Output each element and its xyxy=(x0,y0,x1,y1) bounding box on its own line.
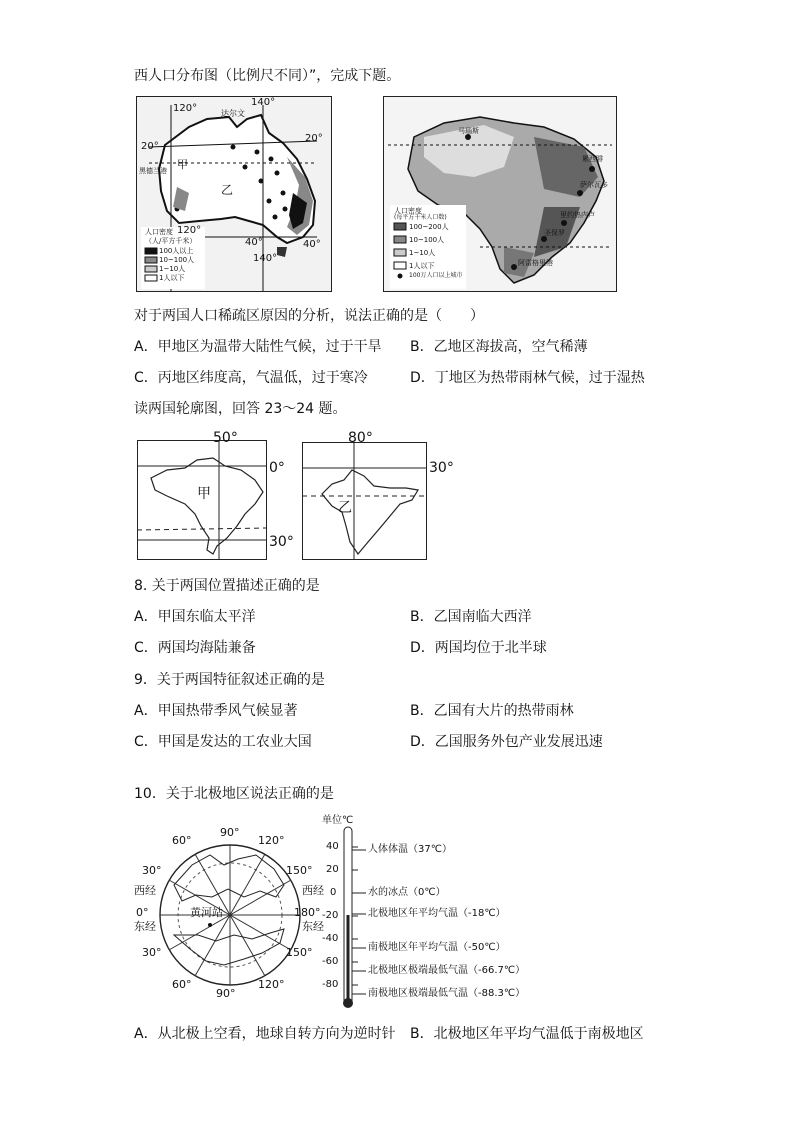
q9-option-a[interactable]: A．甲国热带季风气候显著 xyxy=(134,703,298,719)
tick-40: 40 xyxy=(326,841,339,852)
label-west-left: 西经 xyxy=(134,884,156,897)
label-region-yi: 乙 xyxy=(221,183,234,197)
label-lon-90-bottom: 90° xyxy=(216,987,236,1000)
legend-title: 人口密度 xyxy=(394,207,422,215)
legend-item: 1~10人 xyxy=(159,265,186,273)
label-west-right: 西经 xyxy=(302,884,324,897)
label-country-yi: 乙 xyxy=(338,500,352,516)
legend-item: 100万人口以上城市 xyxy=(409,272,463,279)
label-lon-60-top: 60° xyxy=(172,834,192,847)
label-lon-120-bottom: 120° xyxy=(177,225,202,236)
intro-line: 西人口分布图（比例尺不同）”，完成下题。 xyxy=(134,68,401,84)
label-lat-40-right: 40° xyxy=(303,239,321,250)
label-lat-30-right: 30° xyxy=(429,460,454,476)
tick-minus-80: -80 xyxy=(322,979,339,990)
q8-option-d[interactable]: D．两国均位于北半球 xyxy=(410,640,547,656)
label-station: 黄河站 xyxy=(190,906,223,919)
legend-item: 100人以上 xyxy=(159,247,194,255)
thermometer-figure xyxy=(322,815,526,1015)
legend-item: 1~10人 xyxy=(409,249,436,257)
label-zero: 0° xyxy=(136,906,149,919)
label-lon-140-bottom: 140° xyxy=(253,253,278,264)
legend-item: 100~200人 xyxy=(409,223,449,231)
label-lon-150-right-b: 150° xyxy=(286,946,313,959)
label-lon-30-left: 30° xyxy=(142,864,162,877)
note-body-temp: 人体体温（37℃） xyxy=(368,844,452,855)
label-lon-140-top: 140° xyxy=(251,97,276,108)
label-lon-50: 50° xyxy=(213,430,238,446)
note-antarctic-min: 南极地区极端最低气温（-88.3℃） xyxy=(368,988,526,999)
legend-item: 10~100人 xyxy=(159,256,195,264)
label-city-darwin: 达尔文 xyxy=(221,109,245,118)
australia-population-map xyxy=(136,96,332,292)
label-lon-30-left-b: 30° xyxy=(142,946,162,959)
city-recife: 累西腓 xyxy=(582,155,603,163)
q8-option-b[interactable]: B．乙国南临大西洋 xyxy=(410,609,532,625)
legend-item: 1人以下 xyxy=(409,262,435,270)
tick-0: 0 xyxy=(330,887,337,898)
q9-option-b[interactable]: B．乙国有大片的热带雨林 xyxy=(410,703,574,719)
q-prev-stem: 对于两国人口稀疏区原因的分析，说法正确的是（ ） xyxy=(134,308,484,324)
label-lat-40-left: 40° xyxy=(245,237,263,248)
city-salvador: 萨尔瓦多 xyxy=(580,181,608,189)
q8-option-a[interactable]: A．甲国东临太平洋 xyxy=(134,609,256,625)
tick-minus-20: -20 xyxy=(322,910,339,921)
label-lon-60-bottom: 60° xyxy=(172,978,192,991)
label-east-left: 东经 xyxy=(134,920,156,933)
q10-option-b[interactable]: B．北极地区年平均气温低于南极地区 xyxy=(410,1026,644,1042)
label-lon-120-top: 120° xyxy=(173,103,198,114)
q-prev-option-b[interactable]: B．乙地区海拔高，空气稀薄 xyxy=(410,339,588,355)
q9-option-c[interactable]: C．甲国是发达的工农业大国 xyxy=(134,734,312,750)
label-lat-20-right: 20° xyxy=(305,133,323,144)
legend-title: 人口密度 xyxy=(145,228,173,236)
label-lon-120-top: 120° xyxy=(258,834,285,847)
note-freezing: 水的冰点（0℃） xyxy=(368,887,446,898)
brazil-population-map xyxy=(383,96,617,292)
city-rio: 里约热内卢 xyxy=(560,211,595,219)
arctic-polar-map xyxy=(134,825,324,1005)
read-instruction: 读两国轮廓图，回答 23～24 题。 xyxy=(134,401,347,417)
q9-stem: 9．关于两国特征叙述正确的是 xyxy=(134,672,325,688)
city-sao-paulo: 圣保罗 xyxy=(544,229,565,237)
label-city-port-hedland: 黑德兰港 xyxy=(139,167,167,175)
q9-option-d[interactable]: D．乙国服务外包产业发展迅速 xyxy=(410,734,603,750)
label-lon-180: 180° xyxy=(294,906,321,919)
note-arctic-min: 北极地区极端最低气温（-66.7℃） xyxy=(368,965,526,976)
q8-stem: 8. 关于两国位置描述正确的是 xyxy=(134,578,320,594)
city-manaus: 马瑙斯 xyxy=(458,127,479,135)
note-antarctic-avg: 南极地区年平均气温（-50℃） xyxy=(368,942,506,953)
label-country-jia: 甲 xyxy=(197,486,211,502)
q-prev-option-a[interactable]: A．甲地区为温带大陆性气候，过于干旱 xyxy=(134,339,382,355)
label-lon-90-top: 90° xyxy=(220,826,240,839)
label-lon-80: 80° xyxy=(348,430,373,446)
q10-stem: 10．关于北极地区说法正确的是 xyxy=(134,786,334,802)
city-porto-alegre: 阿雷格里港 xyxy=(518,259,553,267)
thermometer-unit: 单位℃ xyxy=(322,815,354,826)
tick-minus-60: -60 xyxy=(322,956,339,967)
legend-item: 1人以下 xyxy=(159,274,185,282)
legend-unit: （人/平方千米） xyxy=(145,237,197,245)
label-lat-20-left: 20° xyxy=(141,141,159,152)
q8-option-c[interactable]: C．两国均海陆兼备 xyxy=(134,640,256,656)
tick-20: 20 xyxy=(326,864,339,875)
label-lat-30-left: 30° xyxy=(269,534,294,550)
q-prev-option-d[interactable]: D．丁地区为热带雨林气候，过于湿热 xyxy=(410,370,645,386)
legend-unit: (每平方千米人口数) xyxy=(394,214,447,221)
outline-map-yi xyxy=(302,430,454,560)
legend-item: 10~100人 xyxy=(409,236,445,244)
label-region-jia: 甲 xyxy=(177,158,188,171)
note-arctic-avg: 北极地区年平均气温（-18℃） xyxy=(368,908,506,919)
label-lon-120-bottom: 120° xyxy=(258,978,285,991)
label-lon-150-right: 150° xyxy=(286,864,313,877)
q-prev-option-c[interactable]: C．丙地区纬度高，气温低，过于寒冷 xyxy=(134,370,368,386)
label-east-right: 东经 xyxy=(302,920,324,933)
q10-option-a[interactable]: A．从北极上空看，地球自转方向为逆时针 xyxy=(134,1026,396,1042)
outline-map-jia xyxy=(137,430,294,560)
tick-minus-40: -40 xyxy=(322,933,339,944)
label-lat-0: 0° xyxy=(269,460,285,476)
